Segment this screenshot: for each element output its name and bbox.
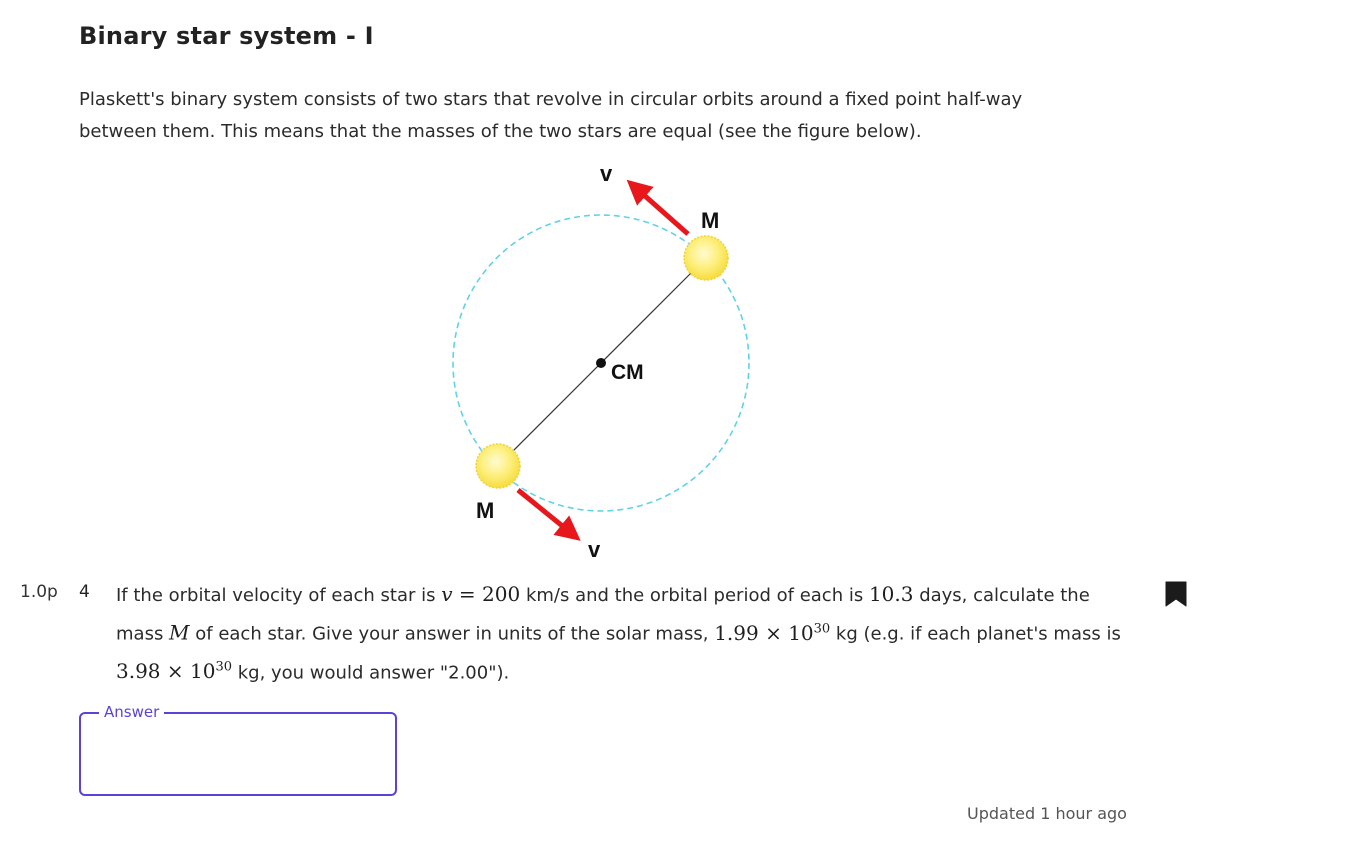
updated-timestamp: Updated 1 hour ago xyxy=(967,804,1127,823)
period-value: 10.3 xyxy=(868,582,914,606)
page-title: Binary star system - I xyxy=(79,22,374,50)
center-of-mass-dot xyxy=(596,358,606,368)
question-points: 1.0p xyxy=(20,582,58,602)
answer-field-wrapper xyxy=(79,703,397,796)
label-m-bottom: M xyxy=(476,498,495,523)
example-mass-value: $3.98 \times 10^{30}$ xyxy=(116,659,232,684)
velocity-arrow-top xyxy=(636,188,688,234)
velocity-arrow-bottom xyxy=(518,490,571,533)
label-cm: CM xyxy=(611,361,644,384)
question-number: 4 xyxy=(79,582,90,602)
bookmark-icon[interactable] xyxy=(1165,581,1187,607)
binary-star-diagram xyxy=(430,160,770,560)
answer-label: Answer xyxy=(99,703,164,721)
solar-mass-value: $1.99 \times 10^{30}$ xyxy=(714,620,831,645)
intro-text: Plaskett's binary system consists of two stars that revolve in circular orbits around a fixed point half-way between them. This means that the masses of the two stars are equal (see the figure below). xyxy=(79,89,1023,142)
binary-star-figure xyxy=(430,160,770,560)
velocity-symbol: v = 200 xyxy=(441,582,521,606)
label-v-top: v xyxy=(600,161,613,186)
mass-symbol: M xyxy=(169,620,190,645)
label-m-top: M xyxy=(701,208,720,233)
star-top xyxy=(684,236,728,280)
star-bottom xyxy=(476,444,520,488)
answer-input[interactable] xyxy=(81,714,395,794)
question-text: If the orbital velocity of each star is v = 200 km/s and the orbital period of each is 10.3 days, calculate the mass M of each star. Give your answer in units of the solar mass, $1.99 \times 10^{30}$ kg (e.g. if each planet's mass is $3.98 \times 10^{30}$ kg, you would answer "2.00"). xyxy=(116,582,1121,684)
label-v-bottom: v xyxy=(588,537,601,560)
